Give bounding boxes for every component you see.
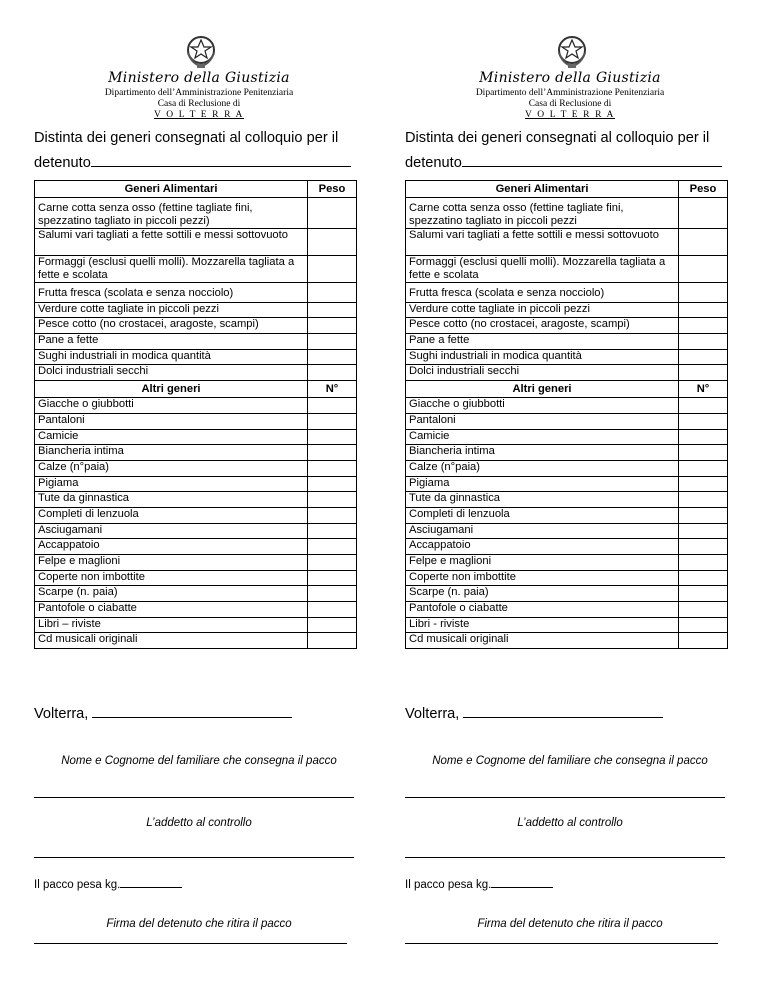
weight-cell[interactable] (308, 302, 357, 318)
controller-signature-line[interactable] (34, 857, 354, 858)
weight-cell[interactable] (308, 198, 357, 229)
other-item: Cd musicali originali (406, 633, 679, 649)
republic-emblem-icon (184, 33, 218, 69)
food-item: Sughi industriali in modica quantità (406, 349, 679, 365)
other-item: Pantofole o ciabatte (35, 602, 308, 618)
count-cell[interactable] (308, 586, 357, 602)
inmate-label: detenuto (34, 155, 91, 171)
food-item: Dolci industriali secchi (406, 365, 679, 381)
food-item: Salumi vari tagliati a fette sottili e messi sottovuoto (406, 229, 679, 256)
republic-emblem-icon (555, 33, 589, 69)
weight-cell[interactable] (679, 283, 728, 303)
place-label: Volterra, (405, 706, 460, 722)
food-item: Carne cotta senza osso (fettine tagliate fini, spezzatino tagliato in piccoli pezzi) (35, 198, 308, 229)
other-item: Camicie (406, 429, 679, 445)
ministry-title: Ministero della Giustizia (479, 70, 661, 86)
count-cell[interactable] (679, 617, 728, 633)
parcel-weight-field[interactable] (120, 877, 182, 888)
other-item: Asciugamani (406, 523, 679, 539)
inmate-signature-line[interactable] (34, 943, 347, 944)
weight-cell[interactable] (308, 256, 357, 283)
place-date-line (34, 703, 292, 722)
other-item: Pigiama (406, 476, 679, 492)
weight-cell[interactable] (679, 229, 728, 256)
count-cell[interactable] (679, 602, 728, 618)
count-cell[interactable] (679, 492, 728, 508)
count-cell[interactable] (679, 429, 728, 445)
goods-table (405, 180, 728, 649)
food-item: Formaggi (esclusi quelli molli). Mozzarella tagliata a fette e scolata (35, 256, 308, 283)
food-item: Dolci industriali secchi (35, 365, 308, 381)
other-item: Completi di lenzuola (406, 507, 679, 523)
other-item: Completi di lenzuola (35, 507, 308, 523)
other-item: Giacche o giubbotti (35, 398, 308, 414)
other-item: Biancheria intima (35, 445, 308, 461)
inmate-label: detenuto (405, 155, 462, 171)
other-item: Accappatoio (406, 539, 679, 555)
other-item: Asciugamani (35, 523, 308, 539)
weight-label: Il pacco pesa kg. (34, 879, 121, 891)
count-cell[interactable] (679, 633, 728, 649)
count-header: N° (308, 381, 357, 398)
inmate-name-field[interactable] (462, 152, 722, 167)
count-cell[interactable] (308, 602, 357, 618)
city-name: V O L T E R R A (525, 110, 615, 120)
count-cell[interactable] (308, 476, 357, 492)
food-item: Pesce cotto (no crostacei, aragoste, scampi) (35, 318, 308, 334)
count-cell[interactable] (679, 413, 728, 429)
weight-cell[interactable] (308, 334, 357, 350)
other-item: Calze (n°paia) (406, 460, 679, 476)
weight-label: Il pacco pesa kg. (405, 879, 492, 891)
food-item: Pane a fette (35, 334, 308, 350)
other-item: Coperte non imbottite (35, 570, 308, 586)
form-heading (405, 126, 745, 176)
other-item: Scarpe (n. paia) (35, 586, 308, 602)
weight-cell[interactable] (679, 365, 728, 381)
food-item: Formaggi (esclusi quelli molli). Mozzarella tagliata a fette e scolata (406, 256, 679, 283)
other-item: Tute da ginnastica (35, 492, 308, 508)
ministry-title: Ministero della Giustizia (108, 70, 290, 86)
weight-cell[interactable] (308, 283, 357, 303)
count-cell[interactable] (679, 398, 728, 414)
other-item: Libri - riviste (406, 617, 679, 633)
food-item: Salumi vari tagliati a fette sottili e messi sottovuoto (35, 229, 308, 256)
other-header: Altri generi (35, 381, 308, 398)
parcel-weight-line (405, 877, 553, 891)
heading-line1: Distinta dei generi consegnati al colloquio per il (405, 130, 710, 146)
count-cell[interactable] (308, 413, 357, 429)
other-item: Pigiama (35, 476, 308, 492)
count-cell[interactable] (308, 507, 357, 523)
weight-cell[interactable] (679, 334, 728, 350)
other-item: Cd musicali originali (35, 633, 308, 649)
family-caption: Nome e Cognome del familiare che consegna il pacco (432, 755, 708, 767)
count-cell[interactable] (308, 398, 357, 414)
count-cell[interactable] (679, 555, 728, 571)
other-item: Libri – riviste (35, 617, 308, 633)
food-header: Generi Alimentari (406, 181, 679, 198)
weight-cell[interactable] (679, 349, 728, 365)
weight-cell[interactable] (679, 318, 728, 334)
heading-line1: Distinta dei generi consegnati al colloquio per il (34, 130, 339, 146)
department-block (405, 88, 735, 121)
weight-header: Peso (679, 181, 728, 198)
other-item: Giacche o giubbotti (406, 398, 679, 414)
count-cell[interactable] (308, 460, 357, 476)
city-name: V O L T E R R A (154, 110, 244, 120)
weight-cell[interactable] (308, 349, 357, 365)
parcel-weight-line (34, 877, 182, 891)
count-cell[interactable] (679, 539, 728, 555)
count-cell[interactable] (308, 445, 357, 461)
other-item: Pantofole o ciabatte (406, 602, 679, 618)
other-item: Pantaloni (35, 413, 308, 429)
other-item: Felpe e maglioni (406, 555, 679, 571)
controller-caption: L’addetto al controllo (146, 817, 252, 829)
other-item: Pantaloni (406, 413, 679, 429)
count-cell[interactable] (679, 476, 728, 492)
other-item: Camicie (35, 429, 308, 445)
food-item: Carne cotta senza osso (fettine tagliate fini, spezzatino tagliato in piccoli pezzi (406, 198, 679, 229)
weight-cell[interactable] (308, 229, 357, 256)
other-item: Biancheria intima (406, 445, 679, 461)
other-item: Tute da ginnastica (406, 492, 679, 508)
count-cell[interactable] (308, 617, 357, 633)
count-cell[interactable] (679, 523, 728, 539)
parcel-weight-field[interactable] (491, 877, 553, 888)
food-item: Frutta fresca (scolata e senza nocciolo) (406, 283, 679, 303)
food-item: Verdure cotte tagliate in piccoli pezzi (406, 302, 679, 318)
goods-table (34, 180, 357, 649)
count-cell[interactable] (308, 570, 357, 586)
department-name: Dipartimento dell’Amministrazione Penitenziaria (475, 88, 665, 98)
other-item: Scarpe (n. paia) (406, 586, 679, 602)
signature-caption: Firma del detenuto che ritira il pacco (477, 918, 663, 930)
other-item: Calze (n°paia) (35, 460, 308, 476)
count-cell[interactable] (679, 570, 728, 586)
food-header: Generi Alimentari (35, 181, 308, 198)
count-cell[interactable] (679, 460, 728, 476)
form-heading (34, 126, 374, 176)
food-item: Pane a fette (406, 334, 679, 350)
weight-header: Peso (308, 181, 357, 198)
weight-cell[interactable] (679, 198, 728, 229)
food-item: Sughi industriali in modica quantità (35, 349, 308, 365)
count-cell[interactable] (679, 586, 728, 602)
other-item: Accappatoio (35, 539, 308, 555)
weight-cell[interactable] (679, 256, 728, 283)
count-cell[interactable] (679, 507, 728, 523)
count-cell[interactable] (308, 555, 357, 571)
date-field[interactable] (92, 703, 292, 718)
weight-cell[interactable] (308, 365, 357, 381)
other-item: Coperte non imbottite (406, 570, 679, 586)
controller-caption: L’addetto al controllo (517, 817, 623, 829)
institution-name: Casa di Reclusione di (157, 99, 241, 109)
food-item: Verdure cotte tagliate in piccoli pezzi (35, 302, 308, 318)
department-block (34, 88, 364, 121)
count-cell[interactable] (308, 633, 357, 649)
controller-signature-line[interactable] (405, 857, 725, 858)
count-header: N° (679, 381, 728, 398)
count-cell[interactable] (308, 539, 357, 555)
food-item: Frutta fresca (scolata e senza nocciolo) (35, 283, 308, 303)
date-field[interactable] (463, 703, 663, 718)
department-name: Dipartimento dell’Amministrazione Penitenziaria (104, 88, 294, 98)
family-caption: Nome e Cognome del familiare che consegna il pacco (61, 755, 337, 767)
weight-cell[interactable] (679, 302, 728, 318)
place-label: Volterra, (34, 706, 89, 722)
count-cell[interactable] (308, 429, 357, 445)
signature-caption: Firma del detenuto che ritira il pacco (106, 918, 292, 930)
other-header: Altri generi (406, 381, 679, 398)
inmate-name-field[interactable] (91, 152, 351, 167)
institution-name: Casa di Reclusione di (528, 99, 612, 109)
inmate-signature-line[interactable] (405, 943, 718, 944)
count-cell[interactable] (679, 445, 728, 461)
family-signature-line[interactable] (405, 797, 725, 798)
food-item: Pesce cotto (no crostacei, aragoste, scampi) (406, 318, 679, 334)
family-signature-line[interactable] (34, 797, 354, 798)
place-date-line (405, 703, 663, 722)
other-item: Felpe e maglioni (35, 555, 308, 571)
count-cell[interactable] (308, 492, 357, 508)
weight-cell[interactable] (308, 318, 357, 334)
count-cell[interactable] (308, 523, 357, 539)
